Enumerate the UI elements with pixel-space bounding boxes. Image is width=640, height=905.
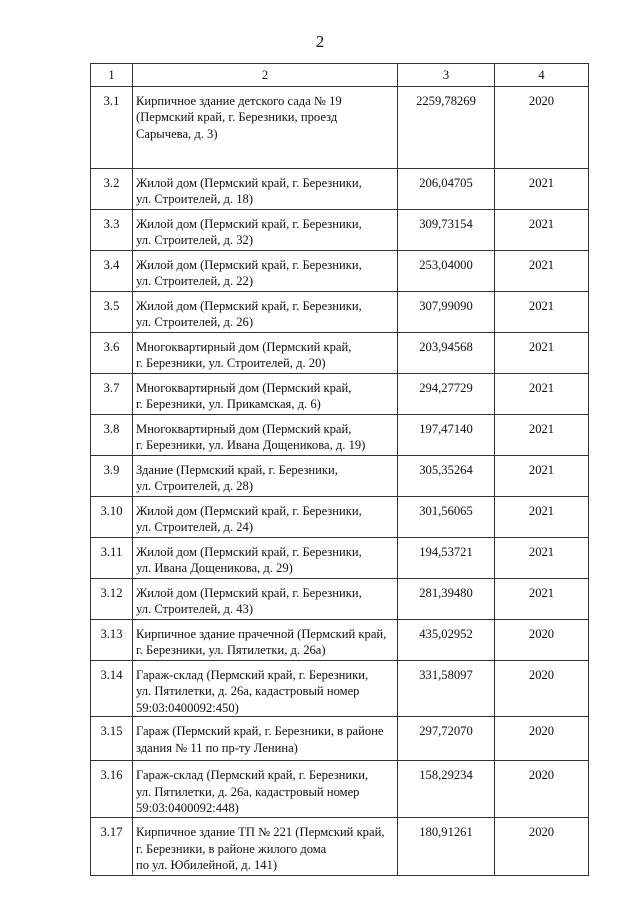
- description-line: 59:03:0400092:448): [136, 801, 239, 816]
- row-year: 2020: [495, 717, 589, 761]
- row-description: [133, 292, 398, 333]
- row-year: 2021: [495, 579, 589, 620]
- row-number: 3.9: [91, 456, 133, 497]
- table-row: [91, 579, 589, 620]
- row-year: 2021: [495, 374, 589, 415]
- column-header-year: 4: [495, 64, 589, 87]
- description-line: Жилой дом (Пермский край, г. Березники,: [136, 545, 362, 559]
- table-row: [91, 415, 589, 456]
- description-line: Кирпичное здание ТП № 221 (Пермский край,: [136, 825, 385, 840]
- description-line: ул. Ивана Дощеникова, д. 29): [136, 561, 293, 576]
- row-value: 294,27729: [398, 374, 495, 415]
- row-value: 206,04705: [398, 169, 495, 210]
- row-year: 2021: [495, 456, 589, 497]
- description-line: Гараж-склад (Пермский край, г. Березники,: [136, 668, 369, 682]
- row-description: [133, 761, 398, 818]
- table-row: [91, 538, 589, 579]
- description-line: ул. Строителей, д. 22): [136, 274, 254, 289]
- description-line: ул. Пятилетки, д. 26а, кадастровый номер: [136, 784, 360, 799]
- row-number: 3.12: [91, 579, 133, 620]
- row-number: 3.1: [91, 87, 133, 169]
- row-number: 3.4: [91, 251, 133, 292]
- table-row: [91, 497, 589, 538]
- row-description: [133, 620, 398, 661]
- row-year: 2021: [495, 169, 589, 210]
- row-description: [133, 251, 398, 292]
- row-description: [133, 579, 398, 620]
- row-value: 305,35264: [398, 456, 495, 497]
- table-row: [91, 87, 589, 169]
- row-description: [133, 333, 398, 374]
- row-number: 3.6: [91, 333, 133, 374]
- description-line: Жилой дом (Пермский край, г. Березники,: [136, 217, 362, 231]
- description-line: г. Березники, ул. Ивана Дощеникова, д. 19): [136, 438, 366, 453]
- row-description: [133, 169, 398, 210]
- description-line: (Пермский край, г. Березники, проезд: [136, 110, 338, 125]
- row-value: 203,94568: [398, 333, 495, 374]
- row-description: [133, 818, 398, 876]
- description-line: г. Березники, ул. Строителей, д. 20): [136, 356, 326, 371]
- table-row: [91, 210, 589, 251]
- table-row: [91, 456, 589, 497]
- row-year: 2021: [495, 333, 589, 374]
- row-value: 309,73154: [398, 210, 495, 251]
- description-line: г. Березники, в районе жилого дома: [136, 841, 327, 856]
- row-year: 2020: [495, 661, 589, 717]
- row-year: 2021: [495, 251, 589, 292]
- column-header-description: 2: [133, 64, 398, 87]
- row-description: [133, 374, 398, 415]
- table-header-row: [91, 64, 589, 87]
- row-year: 2021: [495, 538, 589, 579]
- row-value: 301,56065: [398, 497, 495, 538]
- description-line: ул. Пятилетки, д. 26а, кадастровый номер: [136, 684, 360, 699]
- row-value: 281,39480: [398, 579, 495, 620]
- description-line: по ул. Юбилейной, д. 141): [136, 858, 278, 873]
- table-row: [91, 292, 589, 333]
- row-number: 3.13: [91, 620, 133, 661]
- description-line: Гараж-склад (Пермский край, г. Березники,: [136, 768, 369, 783]
- description-line: Жилой дом (Пермский край, г. Березники,: [136, 504, 362, 518]
- row-value: 197,47140: [398, 415, 495, 456]
- row-year: 2020: [495, 761, 589, 818]
- row-year: 2021: [495, 497, 589, 538]
- table-row: [91, 169, 589, 210]
- row-description: [133, 661, 398, 717]
- row-number: 3.8: [91, 415, 133, 456]
- row-year: 2021: [495, 210, 589, 251]
- description-line: Гараж (Пермский край, г. Березники, в районе: [136, 724, 384, 739]
- description-line: 59:03:0400092:450): [136, 700, 239, 715]
- row-number: 3.16: [91, 761, 133, 818]
- row-description: [133, 456, 398, 497]
- row-year: 2021: [495, 292, 589, 333]
- row-description: [133, 497, 398, 538]
- row-value: 2259,78269: [398, 87, 495, 169]
- description-line: Многоквартирный дом (Пермский край,: [136, 381, 352, 395]
- description-line: Многоквартирный дом (Пермский край,: [136, 340, 352, 354]
- table-row: [91, 620, 589, 661]
- description-line: Жилой дом (Пермский край, г. Березники,: [136, 176, 362, 190]
- row-value: 297,72070: [398, 717, 495, 761]
- row-number: 3.5: [91, 292, 133, 333]
- row-value: 158,29234: [398, 761, 495, 818]
- row-number: 3.15: [91, 717, 133, 761]
- row-description: [133, 87, 398, 169]
- row-value: 194,53721: [398, 538, 495, 579]
- description-line: здания № 11 по пр-ту Ленина): [136, 740, 298, 755]
- description-line: ул. Строителей, д. 26): [136, 315, 254, 330]
- row-year: 2020: [495, 87, 589, 169]
- description-line: Многоквартирный дом (Пермский край,: [136, 422, 352, 436]
- column-header-value: 3: [398, 64, 495, 87]
- row-year: 2020: [495, 620, 589, 661]
- description-line: ул. Строителей, д. 32): [136, 233, 254, 248]
- description-line: Здание (Пермский край, г. Березники,: [136, 463, 338, 477]
- table-row: [91, 818, 589, 876]
- property-table: [90, 63, 589, 876]
- row-number: 3.14: [91, 661, 133, 717]
- table-row: [91, 374, 589, 415]
- row-description: [133, 415, 398, 456]
- row-number: 3.17: [91, 818, 133, 876]
- description-line: ул. Строителей, д. 28): [136, 479, 254, 494]
- row-number: 3.2: [91, 169, 133, 210]
- page-number: 2: [315, 32, 325, 51]
- description-line: Жилой дом (Пермский край, г. Березники,: [136, 258, 362, 272]
- table-row: [91, 251, 589, 292]
- row-description: [133, 717, 398, 761]
- row-number: 3.10: [91, 497, 133, 538]
- row-value: 253,04000: [398, 251, 495, 292]
- table-row: [91, 717, 589, 761]
- row-year: 2021: [495, 415, 589, 456]
- description-line: Кирпичное здание детского сада № 19: [136, 94, 342, 108]
- description-line: ул. Строителей, д. 43): [136, 602, 254, 617]
- description-line: г. Березники, ул. Пятилетки, д. 26а): [136, 643, 326, 658]
- table-row: [91, 333, 589, 374]
- description-line: ул. Строителей, д. 24): [136, 520, 254, 535]
- column-header-number: 1: [91, 64, 133, 87]
- row-number: 3.7: [91, 374, 133, 415]
- row-description: [133, 210, 398, 251]
- row-value: 307,99090: [398, 292, 495, 333]
- table-row: [91, 661, 589, 717]
- row-description: [133, 538, 398, 579]
- row-number: 3.3: [91, 210, 133, 251]
- description-line: г. Березники, ул. Прикамская, д. 6): [136, 397, 321, 412]
- description-line: Сарычева, д. 3): [136, 126, 218, 141]
- table-row: [91, 761, 589, 818]
- row-value: 331,58097: [398, 661, 495, 717]
- row-year: 2020: [495, 818, 589, 876]
- row-number: 3.11: [91, 538, 133, 579]
- description-line: ул. Строителей, д. 18): [136, 192, 254, 207]
- description-line: Жилой дом (Пермский край, г. Березники,: [136, 586, 362, 600]
- row-value: 435,02952: [398, 620, 495, 661]
- row-value: 180,91261: [398, 818, 495, 876]
- description-line: Жилой дом (Пермский край, г. Березники,: [136, 299, 362, 313]
- description-line: Кирпичное здание прачечной (Пермский край,: [136, 627, 387, 641]
